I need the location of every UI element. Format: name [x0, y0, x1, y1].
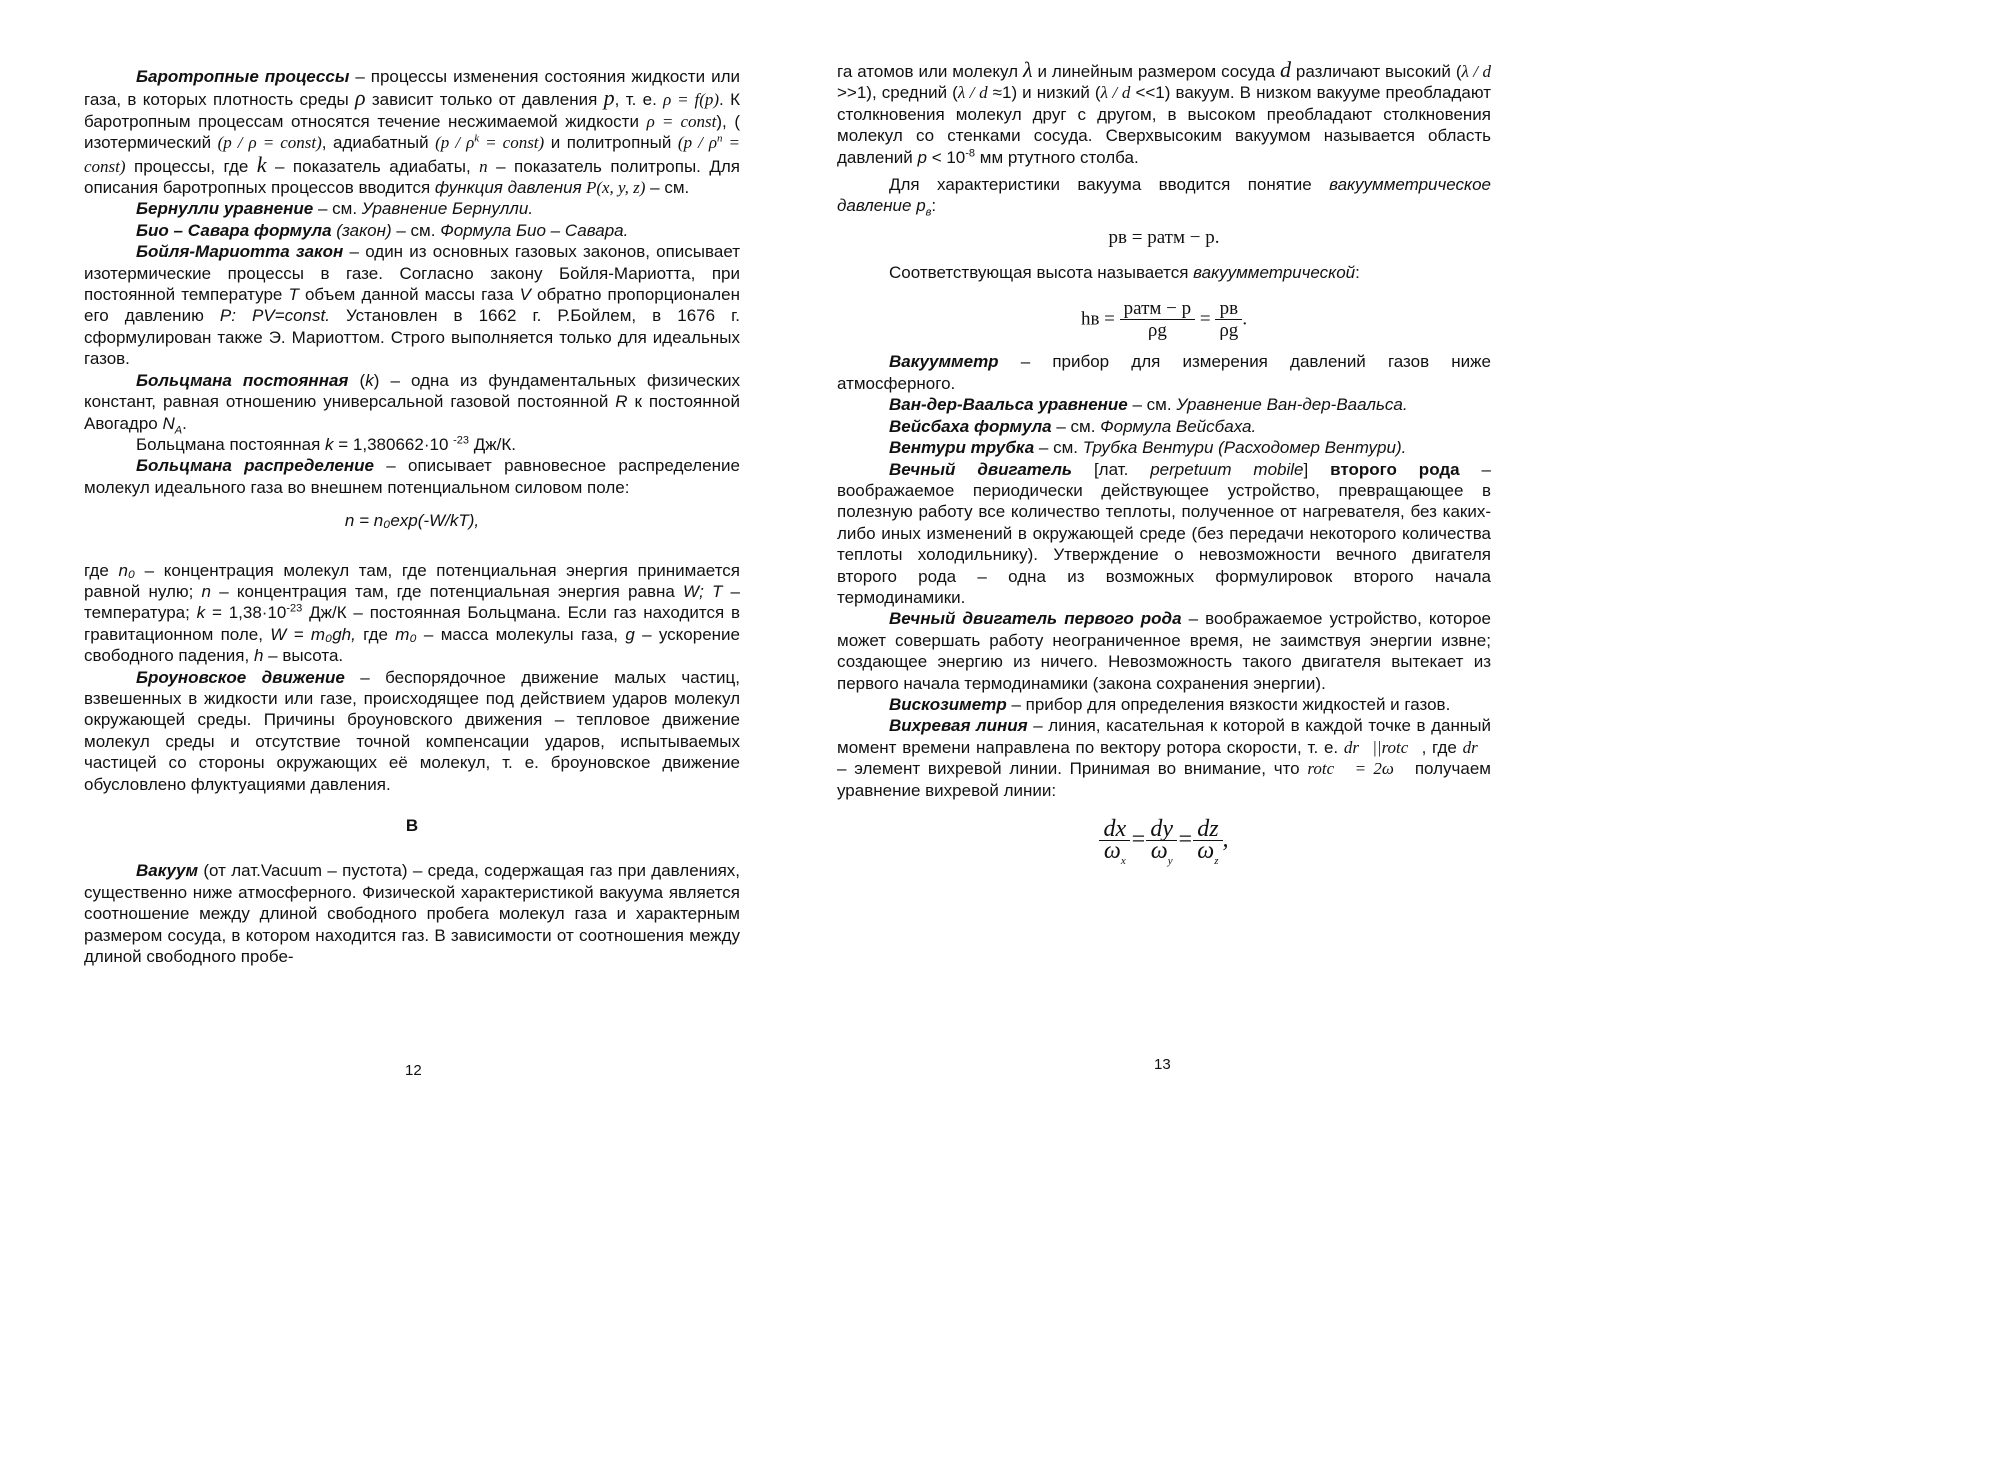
fraction	[1120, 298, 1195, 342]
text-italic: h	[253, 646, 264, 666]
text: – показатель политропы. Для описания баротропных процессов вводится	[84, 156, 740, 198]
entry-perpetual-motion-2	[837, 459, 1491, 609]
entry-bernoulli	[84, 198, 740, 219]
text: процессы, где	[125, 156, 257, 176]
text: ) – одна из фундаментальных физических констант, равная отношению универсальной газовой постоянной	[84, 370, 740, 412]
math-sup: k	[474, 132, 480, 145]
term: Ван-дер-Ваальса уравнение	[889, 395, 1128, 415]
term: Больцмана распределение	[136, 456, 374, 476]
boltzmann-explanation	[84, 560, 740, 667]
text-italic: P: PV=const.	[219, 306, 330, 326]
math: n	[479, 156, 488, 176]
page-number: 13	[1154, 1056, 1171, 1073]
text: , адиабатный	[321, 133, 436, 153]
math: ρ = f(p)	[663, 90, 720, 110]
text: – линия, касательная к которой в каждой точке в данный момент времени направлена по вектору ротора скорости, т. е.	[837, 716, 1491, 757]
left-text-column	[84, 66, 740, 967]
text: – показатель адиабаты,	[266, 156, 480, 176]
superscript: -8	[965, 146, 976, 159]
text: – описывает равновесное распределение молекул идеального газа во внешнем потенциальном силовом поле:	[84, 456, 740, 497]
term: Вакуумметр	[889, 352, 999, 372]
text: – беспорядочное движение малых частиц, взвешенных в жидкости или газе, происходящее под действием ударов молекул окружающей среды. Причины броуновского движения – тепловое движение молекул среды и отсутствие точной компенсации ударов, испытываемых частицей со стороны окружающих её молекул, т. е. броуновское движение обусловлено флуктуациями давления.	[84, 667, 740, 794]
vacuum-gauge-pressure-intro	[837, 174, 1491, 217]
math: λ / d	[957, 83, 988, 103]
math: λ / d	[1461, 62, 1491, 81]
text: , где	[1421, 737, 1463, 757]
math: dr⃗	[1462, 737, 1491, 757]
text-italic: k	[196, 603, 206, 623]
text: – см.	[391, 220, 441, 240]
text: (от лат.Vacuum – пустота) – среда, содержащая газ при давлениях, существенно ниже атмосферного. Физической характеристикой вакуума является соотношение между длиной свободного пробега молекул газа и характерным размером сосуда, в котором находится газ. В зависимости от соотношения между длиной свободного пробе-	[84, 861, 740, 967]
math: (p / ρ	[677, 133, 717, 153]
text-italic: k	[325, 434, 334, 454]
formula-vortex-line	[837, 816, 1491, 868]
text-italic: m₀	[395, 624, 417, 644]
subscript: x	[1120, 855, 1126, 868]
math: k	[256, 151, 267, 177]
text-italic: Уравнение Ван-дер-Ваальса.	[1176, 395, 1408, 415]
text: – воображаемое устройство, которое может совершать работу неограниченное время, не заимствуя энергии извне; создающее энергию из ничего. Невозможность такого двигателя вытекает из первого начала термодинамики (закона сохранения энергии).	[837, 609, 1491, 693]
text-italic: Формула Вейсбаха.	[1100, 416, 1257, 436]
term: Вихревая линия	[889, 716, 1028, 736]
text: – прибор для определения вязкости жидкостей и газов.	[1006, 694, 1451, 714]
math: ρ	[355, 85, 366, 111]
text-italic: T	[288, 285, 299, 305]
boltzmann-constant-value	[84, 434, 740, 455]
entry-boltzmann-constant	[84, 370, 740, 434]
equals: =	[1199, 307, 1211, 329]
formula-boltzmann: n = n₀exp(-W/kT),	[344, 511, 480, 531]
math: rotc⃗ = 2ω⃗	[1307, 759, 1408, 779]
text: зависит только от давления	[365, 90, 604, 110]
text-italic: W = m₀gh,	[270, 624, 356, 644]
math: P(x, y, z)	[581, 178, 646, 198]
formula-lhs: hв =	[1080, 307, 1115, 329]
entry-vacuum-gauge	[837, 351, 1491, 394]
text-italic: V	[519, 285, 531, 305]
entry-vacuum	[84, 860, 740, 967]
text-italic: n	[201, 581, 212, 601]
text-italic: perpetuum mobile	[1150, 459, 1304, 479]
text: – температура;	[84, 581, 740, 623]
text: :	[931, 196, 937, 216]
equals: =	[1176, 826, 1194, 853]
text: = 1,38·10	[205, 603, 287, 623]
vacuum-continued	[837, 59, 1491, 168]
denominator	[1099, 838, 1130, 868]
text-italic: вакуумметрической	[1193, 263, 1356, 283]
term: Био – Савара формула	[136, 220, 332, 240]
term: Вискозиметр	[889, 694, 1007, 714]
subscript: y	[1167, 855, 1173, 868]
text: < 10	[926, 147, 966, 167]
left-page	[0, 0, 784, 1130]
section-letter: В	[405, 816, 419, 835]
fraction	[1193, 816, 1222, 868]
math-sup: n	[717, 132, 723, 145]
math: d	[1279, 57, 1291, 82]
formula-vacuum-pressure: pв = pатм − p.	[1108, 226, 1220, 248]
text: Дж/К – постоянная Больцмана. Если газ находится в гравитационном поле,	[84, 603, 741, 644]
term: Броуновское движение	[136, 667, 345, 687]
text: :	[1355, 263, 1360, 283]
omega: ω	[1103, 838, 1121, 865]
text: , т. е.	[614, 90, 664, 110]
numerator: pатм − p	[1120, 298, 1195, 320]
numerator: dx	[1099, 819, 1130, 841]
text-italic: p	[917, 147, 927, 167]
text: (	[348, 370, 366, 390]
text: – см.	[1034, 438, 1083, 458]
math: p	[603, 85, 615, 111]
text: <<1) вакуум. В низком вакууме преобладают столкновения молекул друг с другом, в высоком преобладают столкновения молекул со стенками сосуда. Сверхвысоким вакуумом называется область давлений	[837, 83, 1492, 167]
subscript: z	[1214, 855, 1219, 868]
term: Бойля-Мариотта закон	[136, 242, 344, 262]
text-italic: k	[365, 370, 374, 390]
text-bold: второго рода	[1330, 459, 1460, 479]
entry-brownian-motion	[84, 667, 740, 795]
numerator: pв	[1215, 298, 1242, 320]
term: Больцмана постоянная	[136, 370, 349, 390]
math: (p / ρ = const)	[217, 133, 322, 153]
text: – масса молекулы газа,	[416, 624, 626, 644]
text: – концентрация там, где потенциальная энергия равна	[211, 581, 684, 601]
text: га атомов или молекул	[837, 62, 1024, 81]
text-italic: функция давления	[434, 178, 582, 198]
superscript: -23	[286, 602, 303, 615]
text: где	[355, 624, 396, 644]
term: Вакуум	[136, 861, 199, 881]
text: различают высокий (	[1290, 62, 1462, 81]
text: [лат.	[1072, 459, 1151, 479]
entry-vortex-line	[837, 715, 1491, 801]
text: ]	[1303, 459, 1331, 479]
right-text-column	[837, 59, 1491, 877]
text: ), ( изотермический	[84, 111, 740, 153]
text: .	[182, 413, 187, 433]
entry-boltzmann-distribution	[84, 455, 740, 498]
omega: ω	[1150, 838, 1168, 865]
entry-barotropic	[84, 66, 740, 198]
entry-van-der-waals	[837, 394, 1491, 415]
entry-weisbach	[837, 416, 1491, 437]
term: Вейсбаха формула	[889, 416, 1052, 436]
text: – см.	[645, 178, 690, 198]
denominator: ρg	[1219, 320, 1239, 342]
text: – процессы изменения состояния жидкости или газа, в которых плотность среды	[84, 67, 740, 110]
text: – см.	[1127, 395, 1177, 415]
term: Баротропные процессы	[136, 67, 350, 86]
page-number: 12	[405, 1062, 422, 1079]
formula-end: .	[1242, 307, 1248, 329]
math: = const)	[84, 133, 740, 176]
text: Соответствующая высота называется	[889, 263, 1194, 283]
text: – концентрация молекул там, где потенциальная энергия принимается равной нулю;	[84, 560, 740, 601]
entry-perpetual-motion-1	[837, 608, 1491, 694]
text: . К баротропным процессам относятся течение несжимаемой жидкости	[84, 90, 740, 131]
text: – воображаемое периодически действующее устройство, превращающее в полезную работу все количество теплоты, полученное от нагревателя, без каких-либо иных изменений в окружающей среде (без передачи некоторого количества теплоты холодильнику). Утверждение о невозможности вечного двигателя второго рода – одна из возможных формулировок второго начала термодинамики.	[837, 459, 1491, 607]
text: к постоянной Авогадро	[84, 392, 740, 433]
fraction	[1215, 298, 1242, 342]
vacuum-height-intro	[837, 262, 1491, 283]
text: мм ртутного столба.	[975, 147, 1139, 167]
text: и политропный	[544, 133, 678, 153]
text: >>1), средний (	[837, 83, 958, 103]
text: Установлен в 1662 г. Р.Бойлем, в 1676 г. сформулирован также Э. Мариоттом. Строго выполняется только для идеальных газов.	[84, 306, 740, 369]
entry-biot-savart	[84, 220, 740, 241]
text-italic: n₀	[118, 560, 136, 580]
text: – прибор для измерения давлений газов ниже атмосферного.	[837, 352, 1491, 393]
term: Вечный двигатель	[889, 459, 1073, 479]
text-italic: g	[625, 624, 635, 644]
math: λ / d	[1100, 83, 1131, 103]
omega: ω	[1197, 838, 1215, 865]
text: где	[84, 560, 119, 580]
math: ρ = const	[646, 111, 717, 131]
fraction	[1146, 816, 1177, 868]
text-italic: N	[162, 413, 175, 433]
text: – элемент вихревой линии. Принимая во внимание, что	[837, 759, 1308, 779]
superscript: -23	[453, 434, 470, 447]
text: обратно пропорционален его давлению	[84, 285, 741, 326]
math: = const)	[479, 133, 545, 153]
fraction	[1099, 816, 1130, 868]
text-italic: вакуумметрическое давление p	[837, 175, 1491, 216]
text: – см.	[313, 199, 362, 219]
text-italic: Трубка Вентури (Расходомер Вентури).	[1082, 438, 1407, 458]
math: dr⃗||rotc⃗	[1343, 737, 1422, 757]
text: Для характеристики вакуума вводится понятие	[889, 175, 1330, 195]
entry-boyle-mariotte	[84, 241, 740, 369]
text-italic: (закон)	[331, 220, 392, 240]
numerator: dz	[1193, 819, 1222, 841]
text: – один из основных газовых законов, описывает изотермические процессы в газе. Согласно закону Бойля-Мариотта, при постоянной температуре	[84, 242, 740, 305]
text: = 1,380662·10	[333, 434, 454, 454]
denominator: ρg	[1147, 320, 1167, 342]
text-italic: Формула Био – Савара.	[440, 220, 629, 240]
math: λ	[1023, 57, 1033, 82]
text-italic: Уравнение Бернулли.	[361, 199, 534, 219]
text-italic: R	[615, 392, 628, 412]
entry-venturi	[837, 437, 1491, 458]
text: объем данной массы газа	[298, 285, 520, 305]
numerator: dy	[1146, 819, 1177, 841]
text: Больцмана постоянная	[136, 434, 326, 454]
term: Вентури трубка	[889, 438, 1035, 458]
entry-viscometer	[837, 694, 1491, 715]
text: получаем уравнение вихревой линии:	[837, 759, 1491, 800]
math: (p / ρ	[435, 133, 475, 153]
term: Бернулли уравнение	[136, 199, 314, 219]
text: – см.	[1051, 416, 1101, 436]
denominator	[1193, 838, 1222, 868]
term: Вечный двигатель первого рода	[889, 609, 1182, 629]
formula-vacuum-height	[837, 298, 1491, 342]
text: Дж/К.	[469, 434, 516, 454]
text: и линейным размером сосуда	[1032, 62, 1280, 81]
formula-end: ,	[1222, 826, 1229, 853]
subscript: A	[174, 423, 183, 436]
text: – ускорение свободного падения,	[84, 624, 741, 666]
denominator	[1146, 838, 1177, 868]
text: ≈1) и низкий (	[987, 83, 1101, 103]
text: – высота.	[263, 646, 344, 666]
subscript: в	[925, 206, 932, 219]
right-page	[784, 0, 1568, 1130]
equals: =	[1130, 826, 1147, 853]
text-italic: W; T	[683, 581, 723, 601]
